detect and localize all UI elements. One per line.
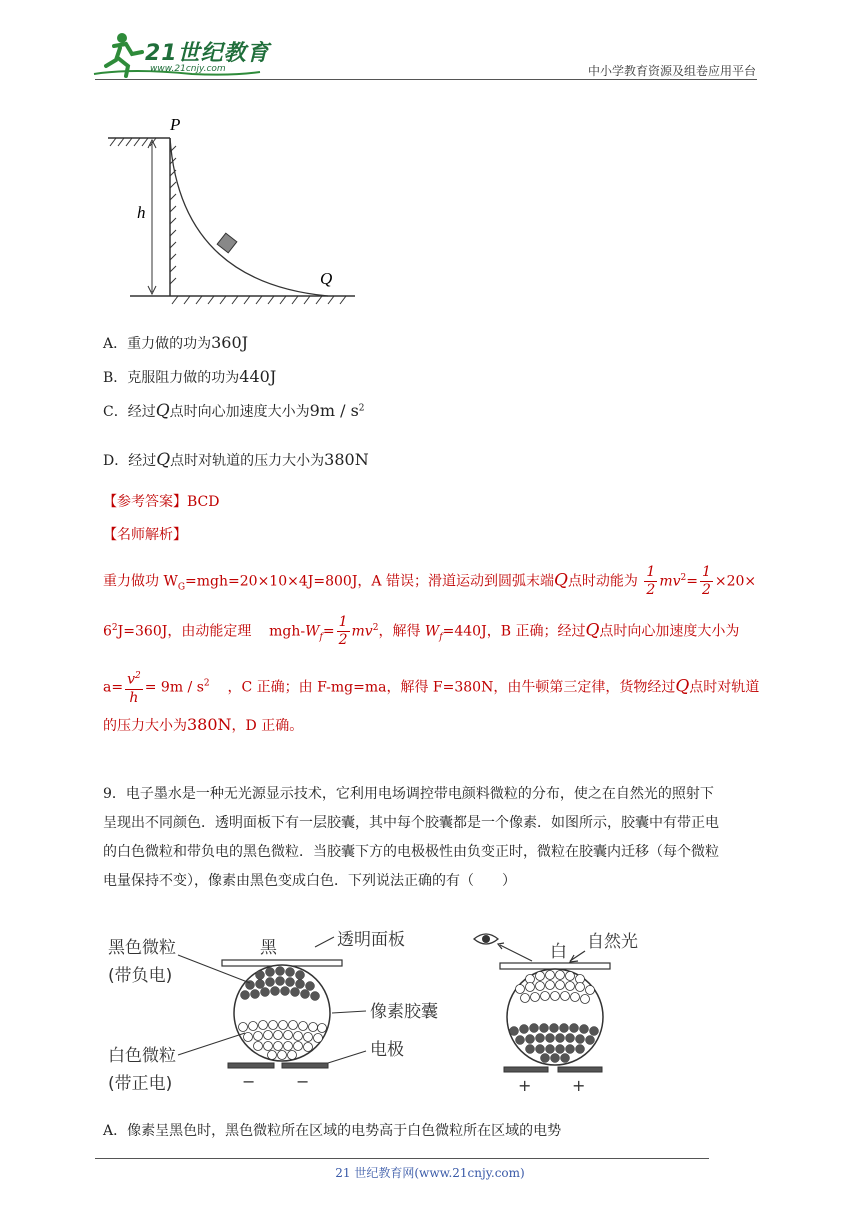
sol-text: =440J，B 正确；经过 — [442, 623, 586, 640]
fraction — [644, 564, 657, 599]
track-figure — [100, 112, 370, 312]
label-q: Q — [320, 269, 333, 288]
page-header — [0, 0, 860, 80]
option-d-text: D．经过 — [103, 453, 157, 469]
option-d-value: 380N — [324, 450, 369, 469]
frac-num: v — [127, 671, 135, 688]
label-white: 白 — [550, 942, 567, 962]
option-c-sup: 2 — [358, 403, 365, 414]
footer-divider — [95, 1158, 709, 1159]
sol-mv: mv — [351, 623, 373, 640]
sol-text: =mgh=20×10×4J=800J，A 错误；滑道运动到圆弧末端 — [185, 573, 554, 590]
option-d-q: Q — [156, 450, 171, 470]
sol-text: 点时向心加速度大小为 — [599, 623, 740, 640]
option-c-q: Q — [155, 401, 170, 421]
option-d — [103, 450, 369, 470]
header-divider — [95, 79, 757, 80]
frac-num: 1 — [646, 564, 656, 580]
solution-line-1 — [103, 564, 756, 599]
frac-den: 2 — [646, 582, 656, 598]
option-c — [103, 401, 365, 421]
question-9-line-1: 9．电子墨水是一种无光源显示技术，它利用电场调控带电颜料微粒的分布，使之在自然光的照射下 — [103, 786, 714, 802]
frac-num-sup: 2 — [135, 671, 141, 681]
sol-sup: 2 — [111, 622, 118, 633]
sol-q: Q — [675, 676, 690, 697]
option-a — [103, 333, 248, 353]
option-b-value: 440J — [239, 367, 277, 386]
sol-sub: f — [439, 632, 443, 643]
sol-text: J=360J，由动能定理 — [117, 623, 252, 640]
sol-text: ，D 正确。 — [231, 718, 304, 734]
e-ink-figure — [100, 915, 660, 1105]
analysis-title: 【名师解析】 — [103, 527, 187, 543]
question-9-line-3: 的白色微粒和带负电的黑色微粒．当胶囊下方的电极极性由负变正时，微粒在胶囊内迁移（每个微粒 — [103, 844, 719, 860]
option-a-text: A．重力做的功为 — [103, 336, 212, 352]
fraction — [337, 614, 350, 649]
label-p: P — [170, 115, 181, 134]
solution-line-4 — [103, 715, 303, 735]
fraction — [125, 668, 143, 707]
option-a-value: 360J — [211, 333, 249, 352]
option-b — [103, 367, 276, 387]
sol-text: 的压力大小为 — [103, 718, 187, 734]
sol-sup: 2 — [372, 622, 379, 633]
sol-sub: G — [177, 582, 186, 593]
sol-text: = 9m / s — [144, 679, 204, 696]
minus-sign: − — [242, 1072, 256, 1091]
option-c-value: 9m / s — [309, 401, 359, 420]
logo-url: www.21cnjy.com — [150, 64, 226, 74]
sol-value: 380N — [187, 715, 232, 734]
fraction — [700, 564, 713, 599]
option-b-text: B．克服阻力做的功为 — [103, 370, 240, 386]
question-9-line-4: 电量保持不变），像素由黑色变成白色．下列说法正确的有（ ） — [103, 873, 516, 889]
sol-text: ×20× — [714, 573, 757, 590]
option-c-text: C．经过 — [103, 404, 156, 420]
label-white-particle: 白色微粒 — [108, 1046, 176, 1066]
sol-eq: = — [322, 623, 335, 640]
sol-sup: 2 — [680, 572, 687, 583]
sol-sub: f — [319, 632, 323, 643]
label-panel: 透明面板 — [337, 930, 405, 950]
sol-sup: 2 — [203, 678, 210, 689]
frac-den: h — [129, 689, 139, 706]
label-electrode: 电极 — [370, 1040, 404, 1060]
option-d-mid: 点时对轨道的压力大小为 — [170, 453, 325, 469]
frac-num: 1 — [338, 614, 348, 630]
logo-text: 21世纪教育 — [145, 41, 270, 66]
header-platform-name: 中小学教育资源及组卷应用平台 — [587, 64, 756, 78]
question-9-option-a: A．像素呈黑色时，黑色微粒所在区域的电势高于白色微粒所在区域的电势 — [103, 1123, 562, 1139]
sol-text: 点时动能为 — [567, 573, 638, 590]
label-white-charge: (带正电) — [108, 1074, 173, 1094]
label-black-charge: (带负电) — [108, 966, 173, 986]
sol-mv: mv — [659, 573, 681, 590]
option-c-mid: 点时向心加速度大小为 — [169, 404, 310, 420]
reference-answer: 【参考答案】BCD — [103, 494, 220, 510]
frac-den: 2 — [701, 582, 711, 598]
sol-q: Q — [585, 620, 600, 641]
sol-text: a= — [103, 679, 124, 696]
plus-sign: + — [572, 1076, 586, 1095]
frac-num: 1 — [701, 564, 711, 580]
page-footer: 21 世纪教育网(www.21cnjy.com) — [335, 1166, 525, 1180]
minus-sign: − — [296, 1072, 310, 1091]
frac-den: 2 — [338, 632, 348, 648]
sol-text: 6 — [103, 623, 112, 640]
sol-eq: = — [686, 573, 698, 590]
question-9-line-2: 呈现出不同颜色．透明面板下有一层胶囊，其中每个胶囊都是一个像素．如图所示，胶囊中有带正电 — [103, 815, 719, 831]
solution-line-2 — [103, 614, 739, 649]
sol-text: 点时对轨道 — [689, 679, 760, 696]
sol-text: mgh- — [269, 623, 306, 640]
sol-q: Q — [554, 570, 568, 591]
sol-text: ，解得 — [378, 623, 421, 640]
sol-w: W — [424, 623, 440, 640]
sol-w: W — [305, 623, 320, 640]
label-black: 黑 — [260, 938, 277, 958]
label-capsule: 像素胶囊 — [370, 1002, 438, 1022]
eye-icon — [474, 934, 498, 944]
label-black-particle: 黑色微粒 — [108, 938, 176, 958]
plus-sign: + — [518, 1076, 532, 1095]
sol-text: ，C 正确；由 F-mg=ma，解得 F=380N，由牛顿第三定律，货物经过 — [227, 679, 676, 696]
label-natural-light: 自然光 — [587, 932, 638, 952]
solution-line-3 — [103, 668, 759, 707]
label-h: h — [137, 203, 146, 222]
sol-text: 重力做功 W — [103, 573, 178, 590]
